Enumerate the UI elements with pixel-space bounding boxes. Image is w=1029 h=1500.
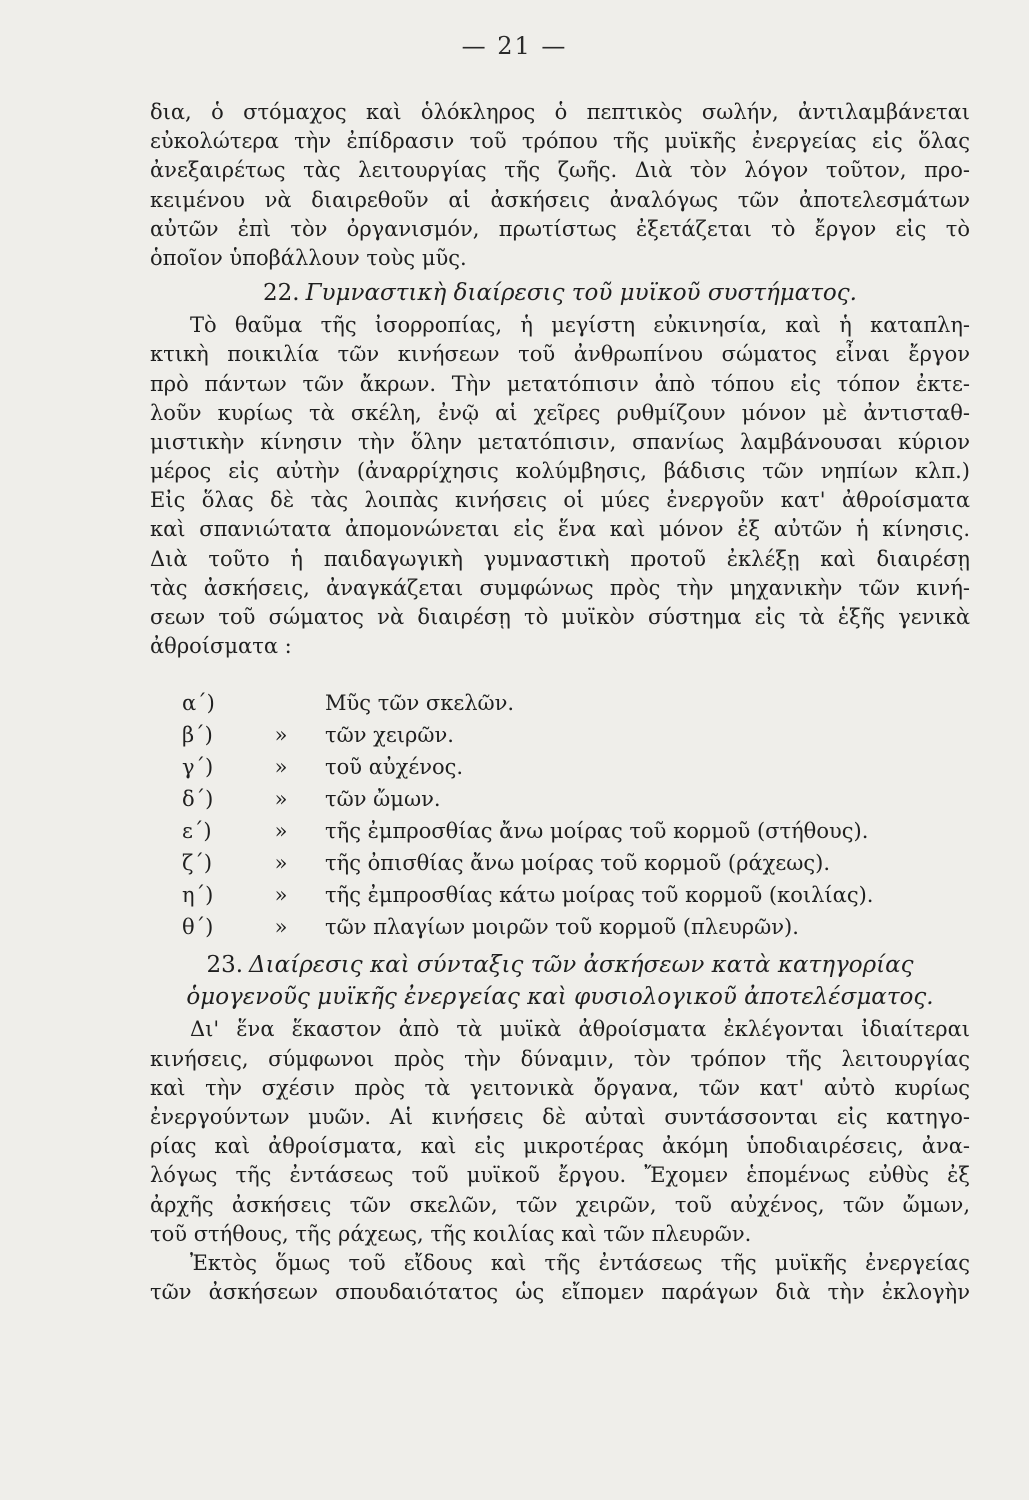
text-line: κειμένου νὰ διαιρεθοῦν αἱ ἀσκήσεις ἀναλόγως τῶν ἀποτελεσμάτων (150, 187, 970, 212)
paragraph-1 (150, 98, 970, 273)
ditto-mark: » (274, 723, 288, 748)
text-line: αὐτῶν ἐπὶ τὸν ὀργανισμόν, πρωτίστως ἐξετάζεται τὸ ἔργον εἰς τὸ (150, 216, 970, 241)
list-letter: η΄) (182, 883, 214, 908)
text-line: κινήσεις, σύμφωνοι πρὸς τὴν δύναμιν, τὸν τρόπον τῆς λειτουργίας (150, 1046, 970, 1071)
section-title: Γυμναστικὴ διαίρεσις τοῦ μυϊκοῦ συστήματος. (305, 280, 857, 307)
text-line: Τὸ θαῦμα τῆς ἰσορροπίας, ἡ μεγίστη εὐκινησία, καὶ ἡ καταπλη- (190, 313, 970, 338)
text-line: ἀρχῆς ἀσκήσεις τῶν σκελῶν, τῶν χειρῶν, τοῦ αὐχένος, τῶν ὤμων, (150, 1192, 970, 1217)
list-item (150, 785, 970, 817)
text-line: λόγως τῆς ἐντάσεως τοῦ μυϊκοῦ ἔργου. Ἔχομεν ἑπομένως εὐθὺς ἐξ (150, 1163, 970, 1188)
text-line: ἀνεξαιρέτως τὰς λειτουργίας τῆς ζωῆς. Διὰ τὸν λόγον τοῦτον, προ- (150, 158, 970, 183)
ditto-mark: » (274, 883, 288, 908)
list-letter: θ΄) (182, 915, 214, 940)
text-line: ἐνεργούντων μυῶν. Αἱ κινήσεις δὲ αὐταὶ συντάσσονται εἰς κατηγο- (150, 1104, 970, 1129)
list-text: Μῦς τῶν σκελῶν. (325, 691, 515, 716)
section-heading-22 (150, 277, 970, 309)
list-letter: δ΄) (182, 787, 214, 812)
text-line: τῶν ἀσκήσεων σπουδαιότατος ὡς εἴπομεν παράγων διὰ τὴν ἐκλογὴν (150, 1280, 970, 1305)
ditto-mark: » (274, 851, 288, 876)
text-line: σεων τοῦ σώματος νὰ διαιρέσῃ τὸ μυϊκὸν σύστημα εἰς τὰ ἑξῆς γενικὰ (150, 605, 970, 630)
muscle-groups-list (150, 689, 970, 945)
list-item (150, 753, 970, 785)
text-line: Εἰς ὅλας δὲ τὰς λοιπὰς κινήσεις οἱ μύες ἐνεργοῦν κατ' ἀθροίσματα (150, 488, 970, 513)
text-line: ὁποῖον ὑποβάλλουν τοὺς μῦς. (150, 245, 467, 270)
list-text: τῆς ὀπισθίας ἄνω μοίρας τοῦ κορμοῦ (ράχεως). (325, 851, 831, 876)
text-line: μιστικὴν κίνησιν τὴν ὅλην μετατόπισιν, σπανίως λαμβάνουσαι κύριον (150, 429, 970, 454)
section-title-line-2: ὁμογενοῦς μυϊκῆς ἐνεργείας καὶ φυσιολογικοῦ ἀποτελέσματος. (186, 984, 934, 1011)
page-number: — 21 — (461, 32, 568, 60)
paragraph-3 (150, 1015, 970, 1249)
list-text: τῶν χειρῶν. (325, 723, 454, 748)
paragraph-4 (150, 1249, 970, 1307)
body-text (150, 98, 970, 1307)
text-line: κτικὴ ποικιλία τῶν κινήσεων τοῦ ἀνθρωπίνου σώματος εἶναι ἔργον (150, 342, 970, 367)
paragraph-2 (150, 311, 970, 661)
text-line: λοῦν κυρίως τὰ σκέλη, ἐνῷ αἱ χεῖρες ρυθμίζουν μόνον μὲ ἀντισταθ- (150, 400, 970, 425)
text-line: ρίας καὶ ἀθροίσματα, καὶ εἰς μικροτέρας ἀκόμη ὑποδιαιρέσεις, ἀνα- (150, 1134, 970, 1159)
ditto-mark: » (274, 915, 288, 940)
text-line: καὶ τὴν σχέσιν πρὸς τὰ γειτονικὰ ὄργανα, τῶν κατ' αὐτὸ κυρίως (150, 1075, 970, 1100)
text-line: τοῦ στήθους, τῆς ράχεως, τῆς κοιλίας καὶ τῶν πλευρῶν. (150, 1221, 752, 1246)
section-title-line-1: Διαίρεσις καὶ σύνταξις τῶν ἀσκήσεων κατὰ κατηγορίας (249, 952, 914, 979)
ditto-mark: » (274, 787, 288, 812)
list-item (150, 689, 970, 721)
text-line: Ἐκτὸς ὅμως τοῦ εἴδους καὶ τῆς ἐντάσεως τῆς μυϊκῆς ἐνεργείας (190, 1250, 970, 1275)
list-letter: ζ΄) (182, 851, 213, 876)
text-line: τὰς ἀσκήσεις, ἀναγκάζεται συμφώνως πρὸς τὴν μηχανικὴν τῶν κινή- (150, 575, 970, 600)
text-line: Δι' ἕνα ἕκαστον ἀπὸ τὰ μυϊκὰ ἀθροίσματα ἐκλέγονται ἰδιαίτεραι (190, 1017, 970, 1042)
text-line: μέρος εἰς αὐτὴν (ἀναρρίχησις κολύμβησις, βάδισις τῶν νηπίων κλπ.) (150, 459, 970, 484)
list-item (150, 913, 970, 945)
list-item (150, 881, 970, 913)
ditto-mark: » (274, 819, 288, 844)
text-line: ἀθροίσματα : (150, 634, 292, 659)
list-letter: β΄) (182, 723, 213, 748)
list-text: τοῦ αὐχένος. (325, 755, 464, 780)
text-line: πρὸ πάντων τῶν ἄκρων. Τὴν μετατόπισιν ἀπὸ τόπου εἰς τόπον ἐκτε- (150, 371, 970, 396)
list-text: τῆς ἐμπροσθίας κάτω μοίρας τοῦ κορμοῦ (κοιλίας). (325, 883, 874, 908)
list-letter: γ΄) (182, 755, 214, 780)
ditto-mark: » (274, 755, 288, 780)
text-line: καὶ σπανιώτατα ἀπομονώνεται εἰς ἕνα καὶ μόνον ἐξ αὐτῶν ἡ κίνησις. (150, 517, 970, 542)
text-line: δια, ὁ στόμαχος καὶ ὁλόκληρος ὁ πεπτικὸς σωλήν, ἀντιλαμβάνεται (150, 100, 970, 124)
section-heading-23 (150, 949, 970, 1013)
list-letter: α΄) (182, 691, 215, 716)
section-number: 23. (206, 952, 244, 979)
text-line: εὐκολώτερα τὴν ἐπίδρασιν τοῦ τρόπου τῆς μυϊκῆς ἐνεργείας εἰς ὅλας (150, 129, 970, 154)
list-text: τῆς ἐμπροσθίας ἄνω μοίρας τοῦ κορμοῦ (στήθους). (325, 819, 869, 844)
section-number: 22. (263, 280, 300, 307)
list-text: τῶν πλαγίων μοιρῶν τοῦ κορμοῦ (πλευρῶν). (325, 915, 799, 940)
list-item (150, 849, 970, 881)
text-line: Διὰ τοῦτο ἡ παιδαγωγικὴ γυμναστικὴ προτοῦ ἐκλέξῃ καὶ διαιρέσῃ (150, 546, 970, 571)
list-item (150, 817, 970, 849)
list-letter: ε΄) (182, 819, 212, 844)
list-text: τῶν ὤμων. (325, 787, 441, 812)
list-item (150, 721, 970, 753)
